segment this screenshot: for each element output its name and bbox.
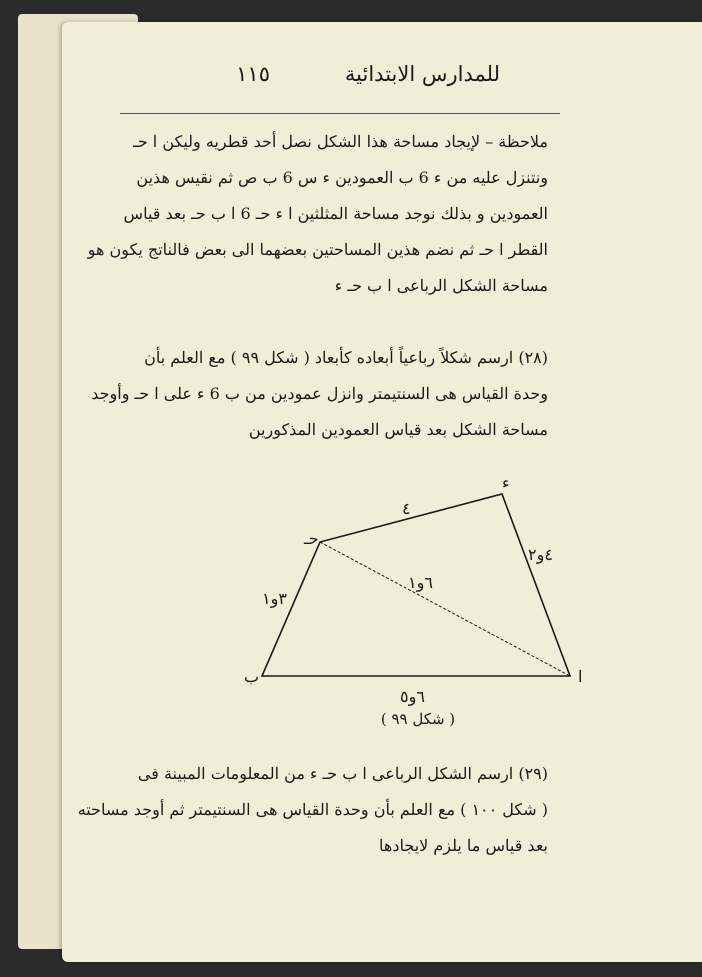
vertex-label-d: ء bbox=[502, 473, 510, 492]
edge-label-bottom: ٦و٥ bbox=[400, 687, 425, 706]
exercise-29-line: بعد قياس ما يلزم لايجادها bbox=[379, 836, 548, 855]
exercise-28-line: (٢٨) ارسم شكلاً رباعياً أبعاده كأبعاد ( شكل ٩٩ ) مع العلم بأن bbox=[144, 348, 548, 367]
edge-label-right: ٤و٢ bbox=[528, 545, 553, 564]
note-line: مساحة الشكل الرباعى ا ب حـ ء bbox=[334, 276, 548, 295]
vertex-label-a: ا bbox=[578, 667, 583, 686]
exercise-28 bbox=[91, 340, 548, 448]
quadrilateral-figure bbox=[240, 470, 600, 710]
note-line: العمودين و بذلك نوجد مساحة المثلثين ا ء حـ 6 ا ب حـ بعد قياس bbox=[123, 204, 548, 223]
vertex-label-b: ب bbox=[244, 667, 260, 686]
exercise-29-line: ( شكل ١٠٠ ) مع العلم بأن وحدة القياس هى السنتيمتر ثم أوجد مساحته bbox=[77, 800, 548, 819]
edge-label-top: ٤ bbox=[402, 499, 411, 518]
exercise-29 bbox=[77, 756, 548, 864]
page-number: ١١٥ bbox=[236, 62, 270, 86]
header-rule bbox=[120, 113, 560, 114]
running-header bbox=[120, 54, 560, 94]
edge-label-left: ٣و١ bbox=[262, 589, 287, 608]
vertex-label-c: حـ bbox=[304, 529, 319, 548]
header-title: للمدارس الابتدائية bbox=[344, 62, 500, 86]
note-paragraph bbox=[87, 124, 548, 304]
note-line: ونتنزل عليه من ء 6 ب العمودين ء س 6 ب ص ثم نقيس هذين bbox=[136, 168, 548, 187]
exercise-29-line: (٢٩) ارسم الشكل الرباعى ا ب حـ ء من المعلومات المبينة فى bbox=[137, 764, 548, 783]
note-line: القطر ا حـ ثم نضم هذين المساحتين بعضهما الى بعض فالناتج يكون هو bbox=[87, 240, 548, 259]
note-line: ملاحظة – لإيجاد مساحة هذا الشكل نصل أحد قطريه وليكن ا حـ bbox=[133, 132, 548, 151]
edge-label-diagonal: ٦و١ bbox=[408, 573, 433, 592]
exercise-28-line: مساحة الشكل بعد قياس العمودين المذكورين bbox=[248, 420, 548, 439]
figure-caption: ( شكل ٩٩ ) bbox=[380, 710, 456, 728]
exercise-28-line: وحدة القياس هى السنتيمتر وانزل عمودين من ب 6 ء على ا حـ وأوجد bbox=[91, 384, 548, 403]
